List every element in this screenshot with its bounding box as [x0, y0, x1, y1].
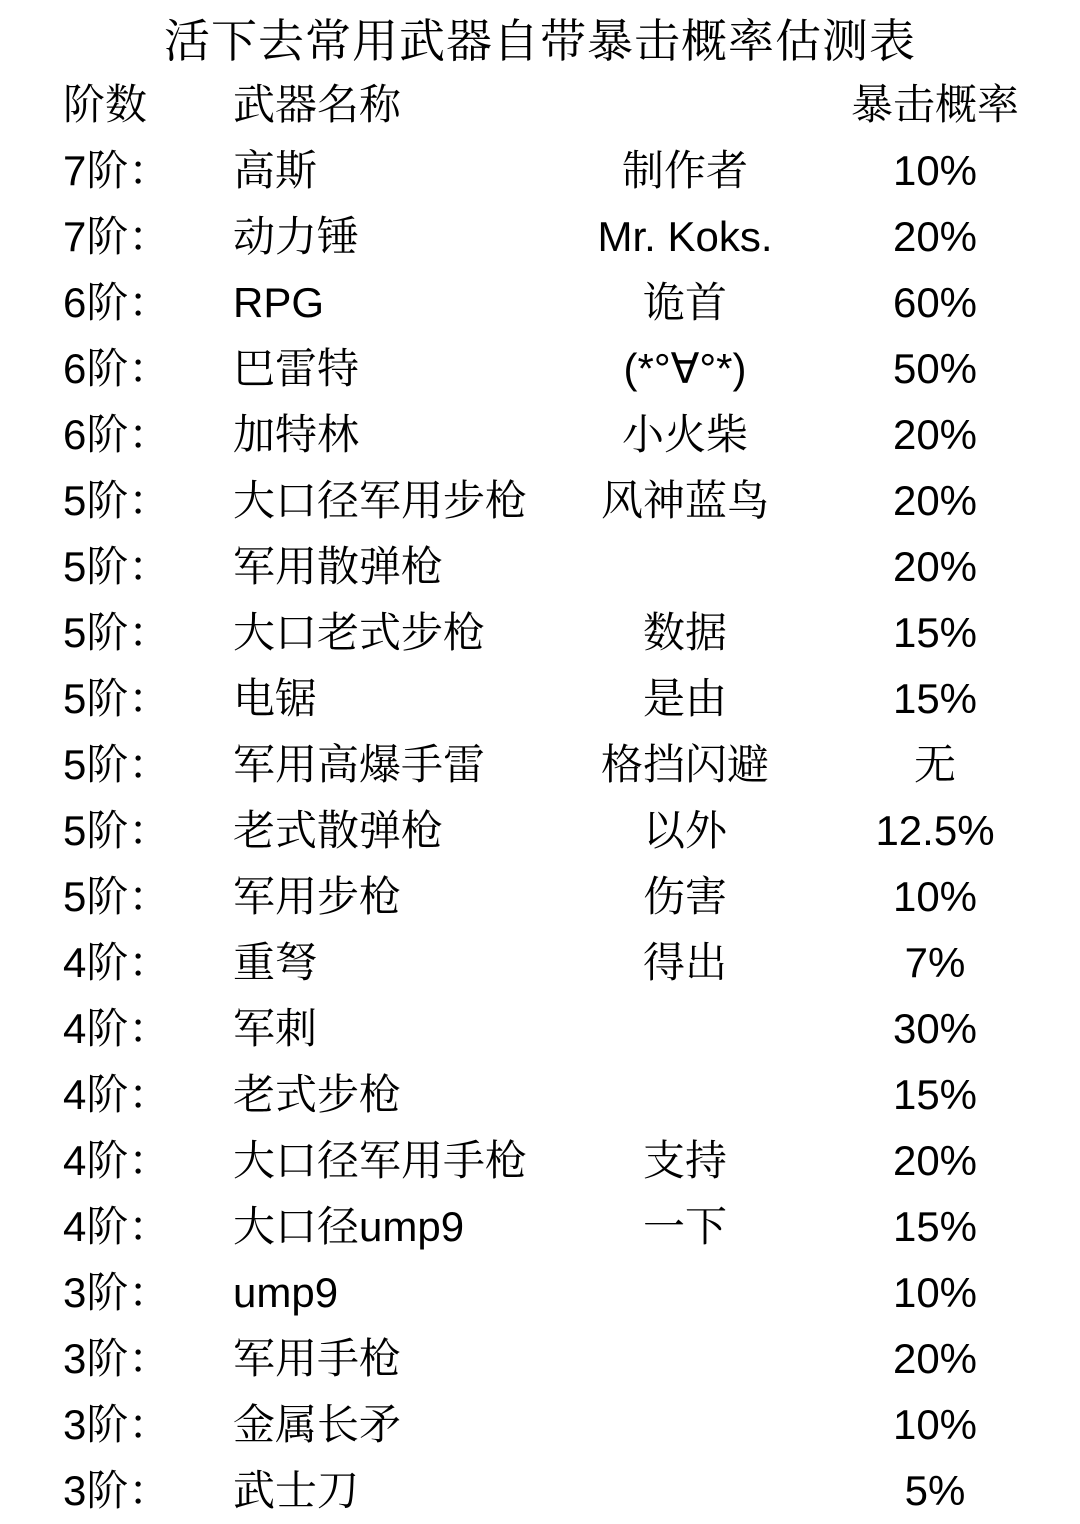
cell-name: 动力锤 — [233, 213, 360, 260]
table-row — [25, 1326, 1055, 1392]
cell-note: 伤害 — [642, 873, 727, 920]
cell-name: 大口径军用手枪 — [233, 1137, 528, 1184]
cell-note — [555, 1458, 815, 1524]
cell-rate: 60% — [892, 279, 978, 326]
cell-note: (*°∀°*) — [623, 345, 747, 392]
cell-tier: 3阶： — [63, 1467, 171, 1514]
cell-note — [555, 1260, 815, 1326]
cell-rate: 15% — [892, 675, 978, 722]
cell-tier: 6阶： — [63, 279, 171, 326]
cell-note — [555, 1326, 815, 1392]
cell-note: 格挡闪避 — [600, 741, 769, 788]
table-row — [25, 336, 1055, 402]
table-row — [25, 600, 1055, 666]
cell-rate: 30% — [892, 1005, 978, 1052]
cell-note: 以外 — [642, 807, 727, 854]
table-row — [25, 930, 1055, 996]
cell-rate: 20% — [892, 477, 978, 524]
cell-tier: 4阶： — [63, 939, 171, 986]
cell-name: 军刺 — [233, 1005, 318, 1052]
cell-note: 风神蓝鸟 — [600, 477, 769, 524]
cell-name: 加特林 — [233, 411, 360, 458]
table-row — [25, 1458, 1055, 1524]
table-row — [25, 732, 1055, 798]
cell-rate: 10% — [892, 873, 978, 920]
table-row — [25, 1128, 1055, 1194]
cell-name: 电锯 — [233, 675, 318, 722]
table-row — [25, 864, 1055, 930]
cell-tier: 5阶： — [63, 543, 171, 590]
cell-note: 诡首 — [642, 279, 727, 326]
cell-rate: 5% — [904, 1467, 966, 1514]
cell-note: 制作者 — [621, 147, 748, 194]
cell-rate: 15% — [892, 609, 978, 656]
cell-tier: 3阶： — [63, 1335, 171, 1382]
column-header-note — [555, 72, 815, 138]
cell-name: 金属长矛 — [233, 1401, 402, 1448]
table-row — [25, 1260, 1055, 1326]
cell-rate: 20% — [892, 543, 978, 590]
table-row — [25, 402, 1055, 468]
cell-tier: 6阶： — [63, 345, 171, 392]
cell-note — [555, 1062, 815, 1128]
column-header-rate: 暴击概率 — [850, 81, 1019, 128]
cell-rate: 7% — [904, 939, 966, 986]
cell-rate: 无 — [913, 741, 956, 788]
cell-note — [555, 1392, 815, 1458]
cell-name: ump9 — [233, 1269, 339, 1316]
cell-rate: 50% — [892, 345, 978, 392]
cell-note: 支持 — [642, 1137, 727, 1184]
cell-rate: 12.5% — [875, 807, 995, 854]
cell-rate: 20% — [892, 411, 978, 458]
table-row — [25, 1194, 1055, 1260]
page-title: 活下去常用武器自带暴击概率估测表 — [164, 15, 916, 67]
table-row — [25, 1062, 1055, 1128]
cell-name: 重弩 — [233, 939, 318, 986]
cell-tier: 6阶： — [63, 411, 171, 458]
cell-name: 军用手枪 — [233, 1335, 402, 1382]
cell-note: 小火柴 — [621, 411, 748, 458]
cell-note: 是由 — [642, 675, 727, 722]
cell-tier: 5阶： — [63, 675, 171, 722]
cell-tier: 3阶： — [63, 1401, 171, 1448]
cell-note: 一下 — [642, 1203, 727, 1250]
table-body — [25, 138, 1055, 1524]
cell-name: RPG — [233, 279, 325, 326]
table-row — [25, 534, 1055, 600]
cell-name: 大口老式步枪 — [233, 609, 486, 656]
table-row — [25, 996, 1055, 1062]
cell-note — [555, 996, 815, 1062]
cell-rate: 10% — [892, 1269, 978, 1316]
cell-rate: 20% — [892, 213, 978, 260]
table-row — [25, 468, 1055, 534]
cell-tier: 5阶： — [63, 609, 171, 656]
cell-tier: 4阶： — [63, 1203, 171, 1250]
cell-rate: 20% — [892, 1137, 978, 1184]
cell-tier: 7阶： — [63, 147, 171, 194]
cell-tier: 4阶： — [63, 1137, 171, 1184]
cell-tier: 4阶： — [63, 1005, 171, 1052]
cell-note — [555, 534, 815, 600]
cell-tier: 4阶： — [63, 1071, 171, 1118]
cell-note: 数据 — [642, 609, 727, 656]
column-header-name: 武器名称 — [233, 81, 402, 128]
cell-tier: 7阶： — [63, 213, 171, 260]
table-row — [25, 204, 1055, 270]
cell-rate: 10% — [892, 147, 978, 194]
table-row — [25, 1392, 1055, 1458]
cell-name: 军用散弹枪 — [233, 543, 444, 590]
cell-name: 大口径ump9 — [233, 1203, 465, 1250]
cell-name: 高斯 — [233, 147, 318, 194]
cell-rate: 20% — [892, 1335, 978, 1382]
cell-note: 得出 — [642, 939, 727, 986]
weapon-crit-table — [25, 72, 1055, 1524]
cell-tier: 5阶： — [63, 477, 171, 524]
table-header-row — [25, 72, 1055, 138]
table-row — [25, 798, 1055, 864]
cell-name: 老式步枪 — [233, 1071, 402, 1118]
cell-name: 大口径军用步枪 — [233, 477, 528, 524]
column-header-tier: 阶数 — [63, 81, 148, 128]
cell-name: 军用高爆手雷 — [233, 741, 486, 788]
cell-rate: 10% — [892, 1401, 978, 1448]
cell-name: 军用步枪 — [233, 873, 402, 920]
table-row — [25, 270, 1055, 336]
cell-note: Mr. Koks. — [597, 213, 773, 260]
table-row — [25, 666, 1055, 732]
cell-rate: 15% — [892, 1203, 978, 1250]
cell-tier: 5阶： — [63, 873, 171, 920]
cell-tier: 3阶： — [63, 1269, 171, 1316]
cell-name: 武士刀 — [233, 1467, 360, 1514]
cell-tier: 5阶： — [63, 807, 171, 854]
table-header — [25, 72, 1055, 138]
cell-name: 巴雷特 — [233, 345, 360, 392]
cell-rate: 15% — [892, 1071, 978, 1118]
cell-tier: 5阶： — [63, 741, 171, 788]
table-row — [25, 138, 1055, 204]
cell-name: 老式散弹枪 — [233, 807, 444, 854]
